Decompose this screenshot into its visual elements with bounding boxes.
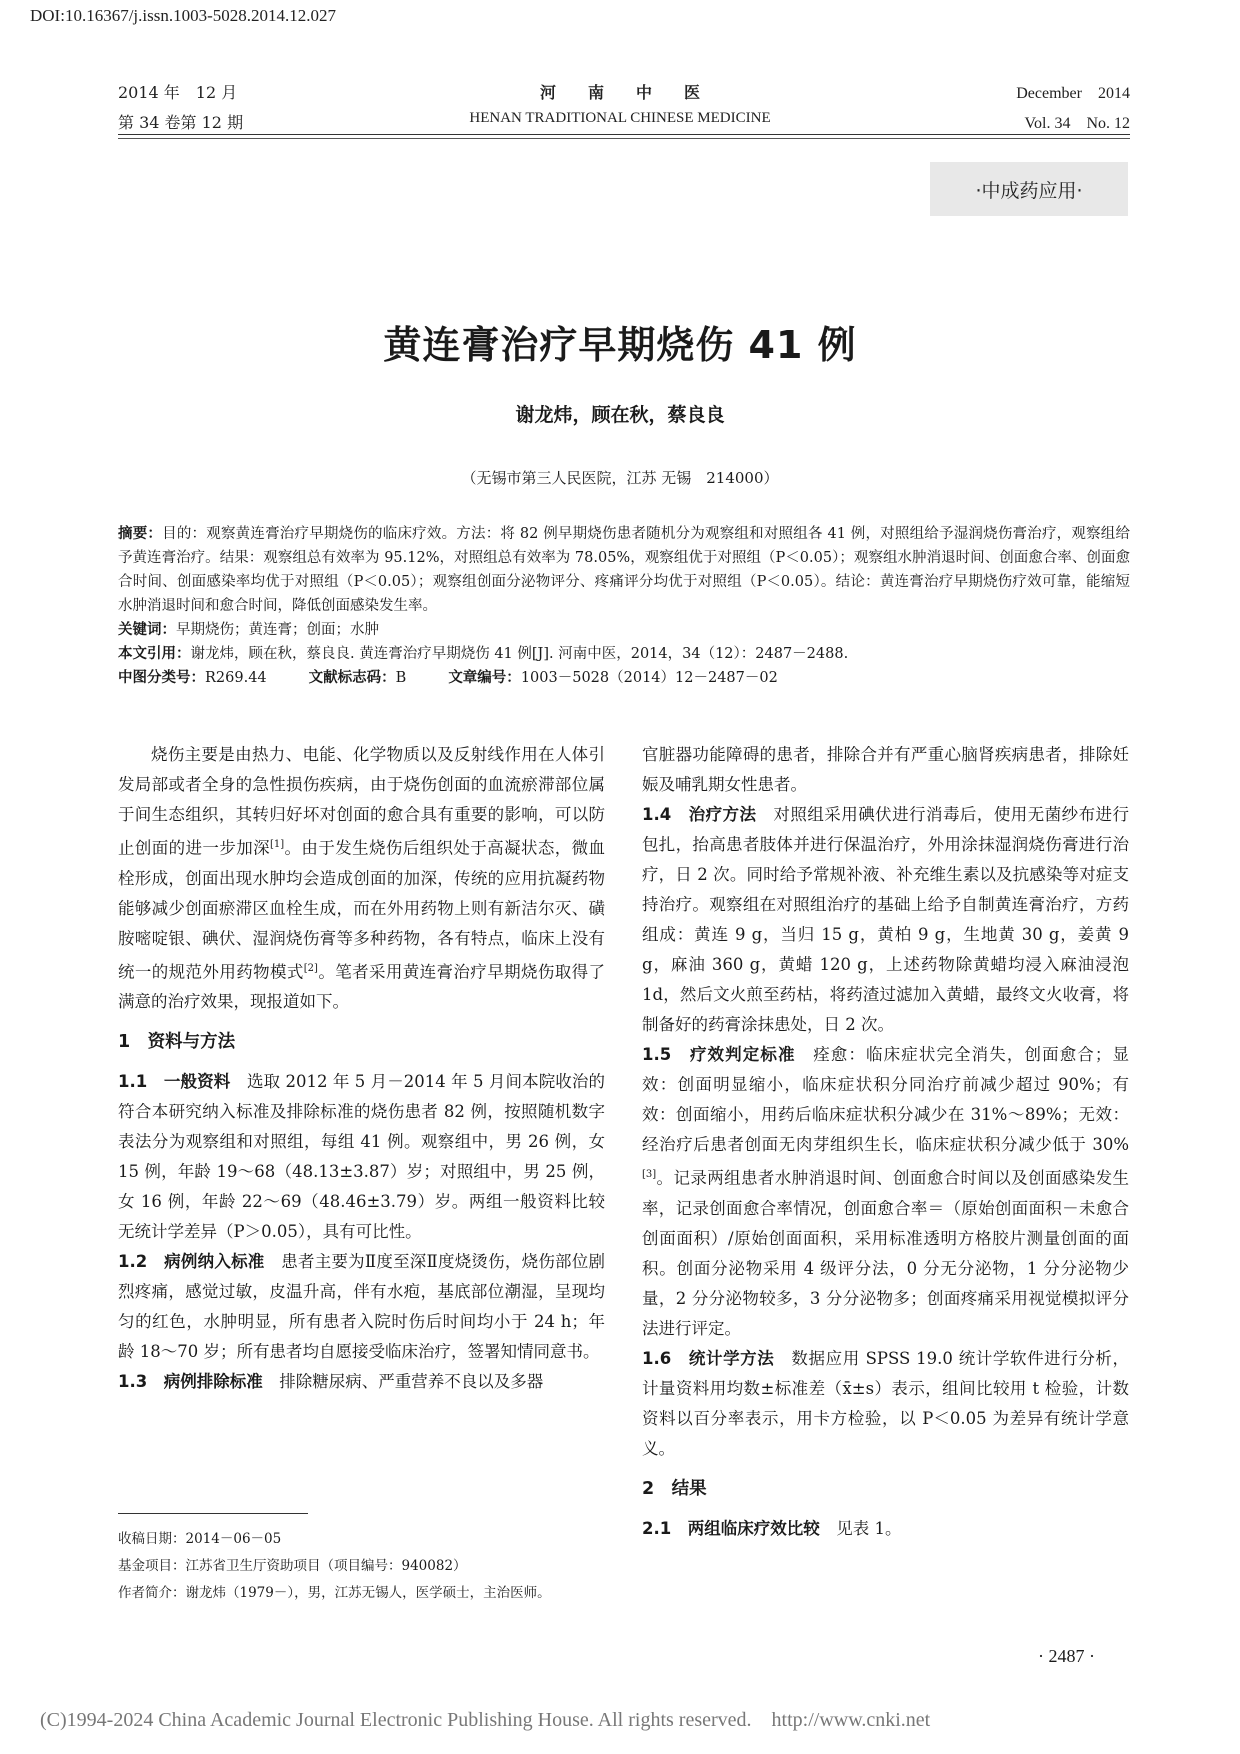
section-1-4: 1.4 治疗方法 对照组采用碘伏进行消毒后，使用无菌纱布进行包扎，抬高患者肢体并进行保温治疗，外用涂抹湿润烧伤膏进行治疗，日 2 次。同时给予常规补液、补充维生素以及抗感染等对症支持治疗。观察组在对照组治疗的基础上给予自制黄连膏治疗，方药组成：黄连 9 g，当归 15 g，黄柏 9 g，生地黄 30 g，姜黄 9 g，麻油 360 g，黄蜡 120 g，上述药物除黄蜡均浸入麻油浸泡 1d，然后文火煎至药枯，将药渣过滤加入黄蜡，最终文火收膏，将制备好的药膏涂抹患处，日 2 次。	[642, 805, 1130, 1034]
body-right-column	[642, 740, 1129, 1544]
fund-info: 基金项目：江苏省卫生厅资助项目（项目编号：940082）	[118, 1558, 467, 1574]
section-1-5-heading: 1.5 疗效判定标准	[642, 1045, 796, 1064]
header-issue-en: Vol. 34 No. 12	[1024, 115, 1130, 132]
body-left-column	[118, 740, 605, 1397]
section-1-3-heading: 1.3 病例排除标准	[118, 1372, 263, 1391]
section-1-1-heading: 1.1 一般资料	[118, 1072, 231, 1091]
section-1-2: 1.2 病例纳入标准 患者主要为Ⅱ度至深Ⅱ度烧烫伤，烧伤部位剧烈疼痛，感觉过敏，皮温升高，伴有水疱，基底部位潮湿，呈现均匀的红色，水肿明显，所有患者入院时伤后时间均小于 24 h；年龄 18～70 岁；所有患者均自愿接受临床治疗，签署知情同意书。	[118, 1252, 605, 1361]
ref-1[interactable]: [1]	[269, 839, 285, 850]
column-tag: ·中成药应用·	[930, 162, 1128, 216]
section-1-2-heading: 1.2 病例纳入标准	[118, 1252, 265, 1271]
citation-label: 本文引用：	[118, 645, 191, 662]
keywords	[118, 618, 1130, 642]
header-date-cn: 2014 年 12 月	[118, 83, 238, 102]
article-title: 黄连膏治疗早期烧伤 41 例	[383, 323, 857, 367]
intro-paragraph: 烧伤主要是由热力、电能、化学物质以及反射线作用在人体引发局部或者全身的急性损伤疾病，由于烧伤创面的血流瘀滞部位属于间生态组织，其转归好坏对创面的愈合具有重要的影响，可以防止创面的进一步加深[1]。由于发生烧伤后组织处于高凝状态，微血栓形成，创面出现水肿均会造成创面的加深，传统的应用抗凝药物能够减少创面瘀滞区血栓生成，而在外用药物上则有新洁尔灭、磺胺嘧啶银、碘伏、湿润烧伤膏等多种药物，各有特点，临床上没有统一的规范外用药物模式[2]。笔者采用黄连膏治疗早期烧伤取得了满意的治疗效果，现报道如下。	[118, 745, 606, 1011]
citation	[118, 642, 1130, 666]
author-bio: 作者简介：谢龙炜（1979－），男，江苏无锡人，医学硕士，主治医师。	[118, 1585, 551, 1601]
footnote-rule	[118, 1513, 308, 1514]
article-authors: 谢龙炜，顾在秋，蔡良良	[515, 404, 725, 426]
section-1-6-heading: 1.6 统计学方法	[642, 1348, 775, 1368]
ref-3[interactable]: [3]	[642, 1169, 657, 1180]
section-2-1: 2.1 两组临床疗效比较 见表 1。	[642, 1518, 902, 1538]
abstract-text: 目的：观察黄连膏治疗早期烧伤的临床疗效。方法：将 82 例早期烧伤患者随机分为观察组和对照组各 41 例，对照组给予湿润烧伤膏治疗，观察组给予黄连膏治疗。结果：观察组总有效率为 95.12%，对照组总有效率为 78.05%，观察组优于对照组（P＜0.05）；观察组水肿消退时间、创面愈合率、创面愈合时间、创面感染率均优于对照组（P＜0.05）；观察组创面分泌物评分、疼痛评分均优于对照组（P＜0.05）。结论：黄连膏治疗早期烧伤疗效可靠，能缩短水肿消退时间和愈合时间，降低创面感染发生率。	[118, 526, 1130, 614]
section-1-3: 1.3 病例排除标准 排除糖尿病、严重营养不良以及多器	[118, 1372, 544, 1391]
section-1-4-heading: 1.4 治疗方法	[642, 805, 757, 824]
section-1-5: 1.5 疗效判定标准 痊愈：临床症状完全消失，创面愈合；显效：创面明显缩小，临床症状积分同治疗前减少超过 90%；有效：创面缩小，用药后临床症状积分减少在 31%～89%；无效：经治疗后患者创面无肉芽组织生长，临床症状积分减少低于 30%[3]。记录两组患者水肿消退时间、创面愈合时间以及创面感染发生率，记录创面愈合率情况，创面愈合率＝（原始创面面积－未愈合创面面积）/原始创面面积，采用标准透明方格胶片测量创面的面积。创面分泌物采用 4 级评分法，0 分无分泌物，1 分分泌物少量，2 分分泌物较多，3 分分泌物多；创面疼痛采用视觉模拟评分法进行评定。	[642, 1045, 1130, 1338]
page-number: · 2487 ·	[1038, 1646, 1095, 1666]
abstract-block	[118, 522, 1130, 690]
abstract	[118, 522, 1130, 618]
journal-name-en: HENAN TRADITIONAL CHINESE MEDICINE	[469, 110, 771, 126]
section-1-heading: 1 资料与方法	[118, 1032, 236, 1052]
header-date-en: December 2014	[1016, 85, 1130, 102]
header-rule	[118, 134, 1130, 135]
document-code: 文献标志码：B	[308, 669, 407, 686]
clc-code: 中图分类号：R269.44	[118, 669, 267, 686]
article-number: 文章编号：1003－5028（2014）12－2487－02	[448, 669, 778, 686]
footnotes	[118, 1526, 598, 1607]
copyright-watermark: (C)1994-2024 China Academic Journal Electronic Publishing House. All rights reserved. http://www.cnki.net	[40, 1709, 931, 1731]
doi-line: DOI:10.16367/j.issn.1003-5028.2014.12.027	[30, 6, 336, 25]
abstract-label: 摘要：	[118, 525, 163, 542]
author-affiliation: （无锡市第三人民医院，江苏 无锡 214000）	[461, 469, 779, 487]
keywords-label: 关键词：	[118, 621, 176, 638]
ref-2[interactable]: [2]	[303, 962, 318, 974]
section-2-heading: 2 结果	[642, 1478, 707, 1499]
citation-text: 谢龙炜，顾在秋，蔡良良. 黄连膏治疗早期烧伤 41 例[J]. 河南中医，2014，34（12）：2487－2488.	[190, 646, 849, 662]
classification-line	[118, 666, 1130, 690]
section-1-3-continued: 官脏器功能障碍的患者，排除合并有严重心脑肾疾病患者，排除妊娠及哺乳期女性患者。	[642, 745, 1129, 794]
keywords-text: 早期烧伤；黄连膏；创面；水肿	[176, 622, 379, 638]
journal-name-cn: 河 南 中 医	[539, 83, 700, 102]
section-1-1: 1.1 一般资料 选取 2012 年 5 月－2014 年 5 月间本院收治的符合本研究纳入标准及排除标准的烧伤患者 82 例，按照随机数字表法分为观察组和对照组，每组 41 例。观察组中，男 26 例，女 15 例，年龄 19～68（48.13±3.87）岁；对照组中，男 25 例，女 16 例，年龄 22～69（48.46±3.79）岁。两组一般资料比较无统计学差异（P＞0.05），具有可比性。	[118, 1072, 605, 1241]
section-2-1-heading: 2.1 两组临床疗效比较	[642, 1518, 820, 1538]
header-rule-thin	[118, 138, 1130, 139]
received-date: 收稿日期：2014－06－05	[118, 1531, 282, 1547]
header-issue-cn: 第 34 卷第 12 期	[118, 113, 244, 132]
section-1-6: 1.6 统计学方法 数据应用 SPSS 19.0 统计学软件进行分析，计量资料用均数±标准差（x̄±s）表示，组间比较用 t 检验，计数资料以百分率表示，用卡方检验，以 P＜0.05 为差异有统计学意义。	[642, 1348, 1129, 1458]
